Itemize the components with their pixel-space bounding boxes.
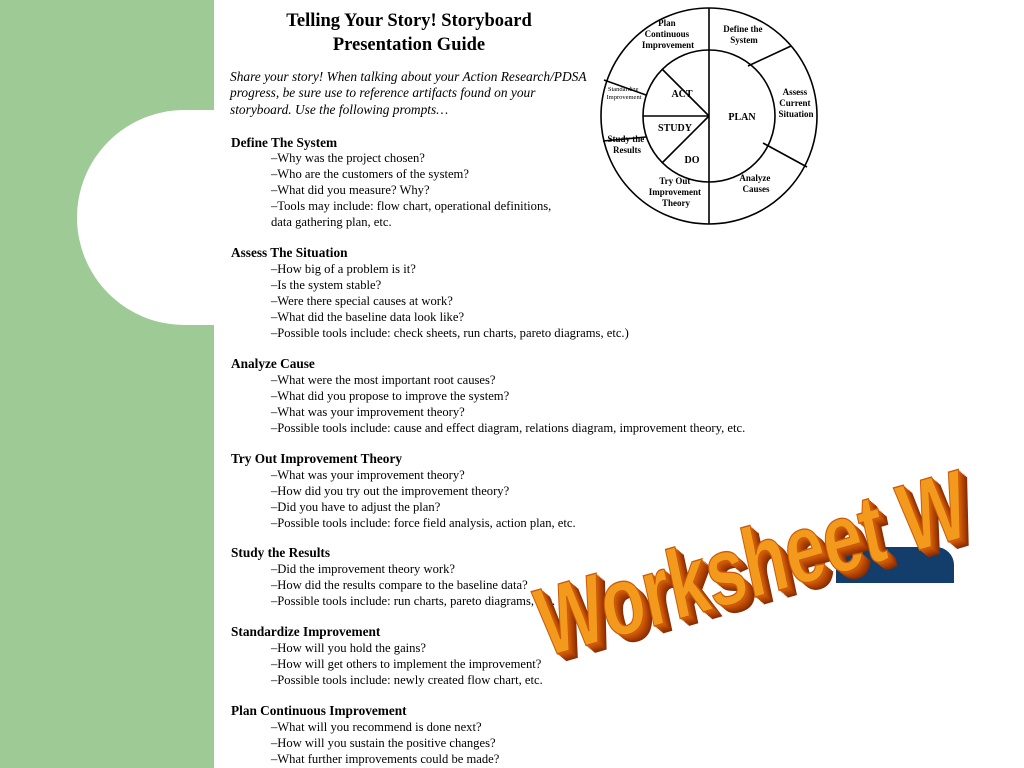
- section-heading-study-results: Study the Results: [231, 545, 331, 560]
- section-bullet: –Possible tools include: newly created flow chart, etc.: [271, 673, 543, 687]
- section-heading-plan-continuous: Plan Continuous Improvement: [231, 703, 407, 718]
- section-bullet: –Possible tools include: run charts, pareto diagrams, etc.: [271, 594, 555, 608]
- section-heading-define-system: Define The System: [231, 135, 338, 150]
- section-heading-analyze-cause: Analyze Cause: [231, 356, 315, 371]
- section-bullet: –What was your improvement theory?: [271, 405, 465, 419]
- section-bullet: –Did you have to adjust the plan?: [271, 500, 441, 514]
- section-heading-try-out: Try Out Improvement Theory: [231, 451, 403, 466]
- section-bullet: data gathering plan, etc.: [271, 215, 392, 229]
- ring-label-assess: Assess Current Situation: [778, 87, 814, 119]
- ring-label-analyze: Analyze Causes: [739, 173, 771, 194]
- section-bullet: –What was your improvement theory?: [271, 468, 465, 482]
- section-heading-assess-situation: Assess The Situation: [231, 245, 348, 260]
- section-bullet: –What did you measure? Why?: [271, 183, 430, 197]
- section-bullet: –How will you sustain the positive changes?: [271, 736, 496, 750]
- ring-label-try-out: Try Out Improvement Theory: [648, 176, 702, 208]
- section-bullet: –What further improvements could be made?: [271, 752, 500, 766]
- document-title-line-2: Presentation Guide: [332, 35, 486, 55]
- section-bullet: –What were the most important root causes?: [271, 373, 496, 387]
- section-bullet: –How will you hold the gains?: [271, 641, 426, 655]
- section-bullet: –How big of a problem is it?: [271, 262, 416, 276]
- section-bullet: –Why was the project chosen?: [271, 151, 425, 165]
- ring-label-define-system: Define the System: [723, 24, 763, 45]
- section-bullet: –What did you propose to improve the system?: [271, 389, 510, 403]
- section-bullet: –Tools may include: flow chart, operational definitions,: [271, 199, 552, 213]
- document-title-line-1: Telling Your Story! Storyboard: [286, 11, 532, 31]
- section-bullet: –Possible tools include: force field analysis, action plan, etc.: [271, 516, 576, 530]
- worksheet-wordart: Worksheet W: [526, 450, 976, 679]
- section-bullet: –Did the improvement theory work?: [271, 562, 455, 576]
- quadrant-study: STUDY: [658, 123, 692, 134]
- quadrant-act: ACT: [671, 89, 693, 100]
- section-bullet: –Is the system stable?: [271, 278, 382, 292]
- pdsa-cycle-diagram: [598, 5, 820, 227]
- section-bullet: –How will get others to implement the improvement?: [271, 657, 542, 671]
- section-bullet: –How did you try out the improvement theory?: [271, 484, 510, 498]
- ring-label-standardize: Standardize Improvement: [606, 86, 642, 101]
- section-bullet: –Who are the customers of the system?: [271, 167, 469, 181]
- intro-paragraph: Share your story! When talking about your Action Research/PDSA progress, be sure use to reference artifacts found on your storyboard. Use the following prompts…: [230, 69, 587, 117]
- section-bullet: –What did the baseline data look like?: [271, 310, 465, 324]
- quadrant-plan: PLAN: [728, 112, 756, 123]
- section-bullet: –Possible tools include: check sheets, run charts, pareto diagrams, etc.): [271, 326, 629, 340]
- section-bullet: –What will you recommend is done next?: [271, 720, 482, 734]
- section-heading-standardize: Standardize Improvement: [231, 624, 381, 639]
- section-bullet: –How did the results compare to the baseline data?: [271, 578, 528, 592]
- ring-label-study-results: Study the Results: [607, 134, 645, 155]
- quadrant-do: DO: [684, 155, 700, 166]
- section-bullet: –Possible tools include: cause and effect diagram, relations diagram, improvement theory, etc.: [271, 421, 746, 435]
- ring-label-plan-continuous: Plan Continuous Improvement: [641, 18, 695, 50]
- section-bullet: –Were there special causes at work?: [271, 294, 453, 308]
